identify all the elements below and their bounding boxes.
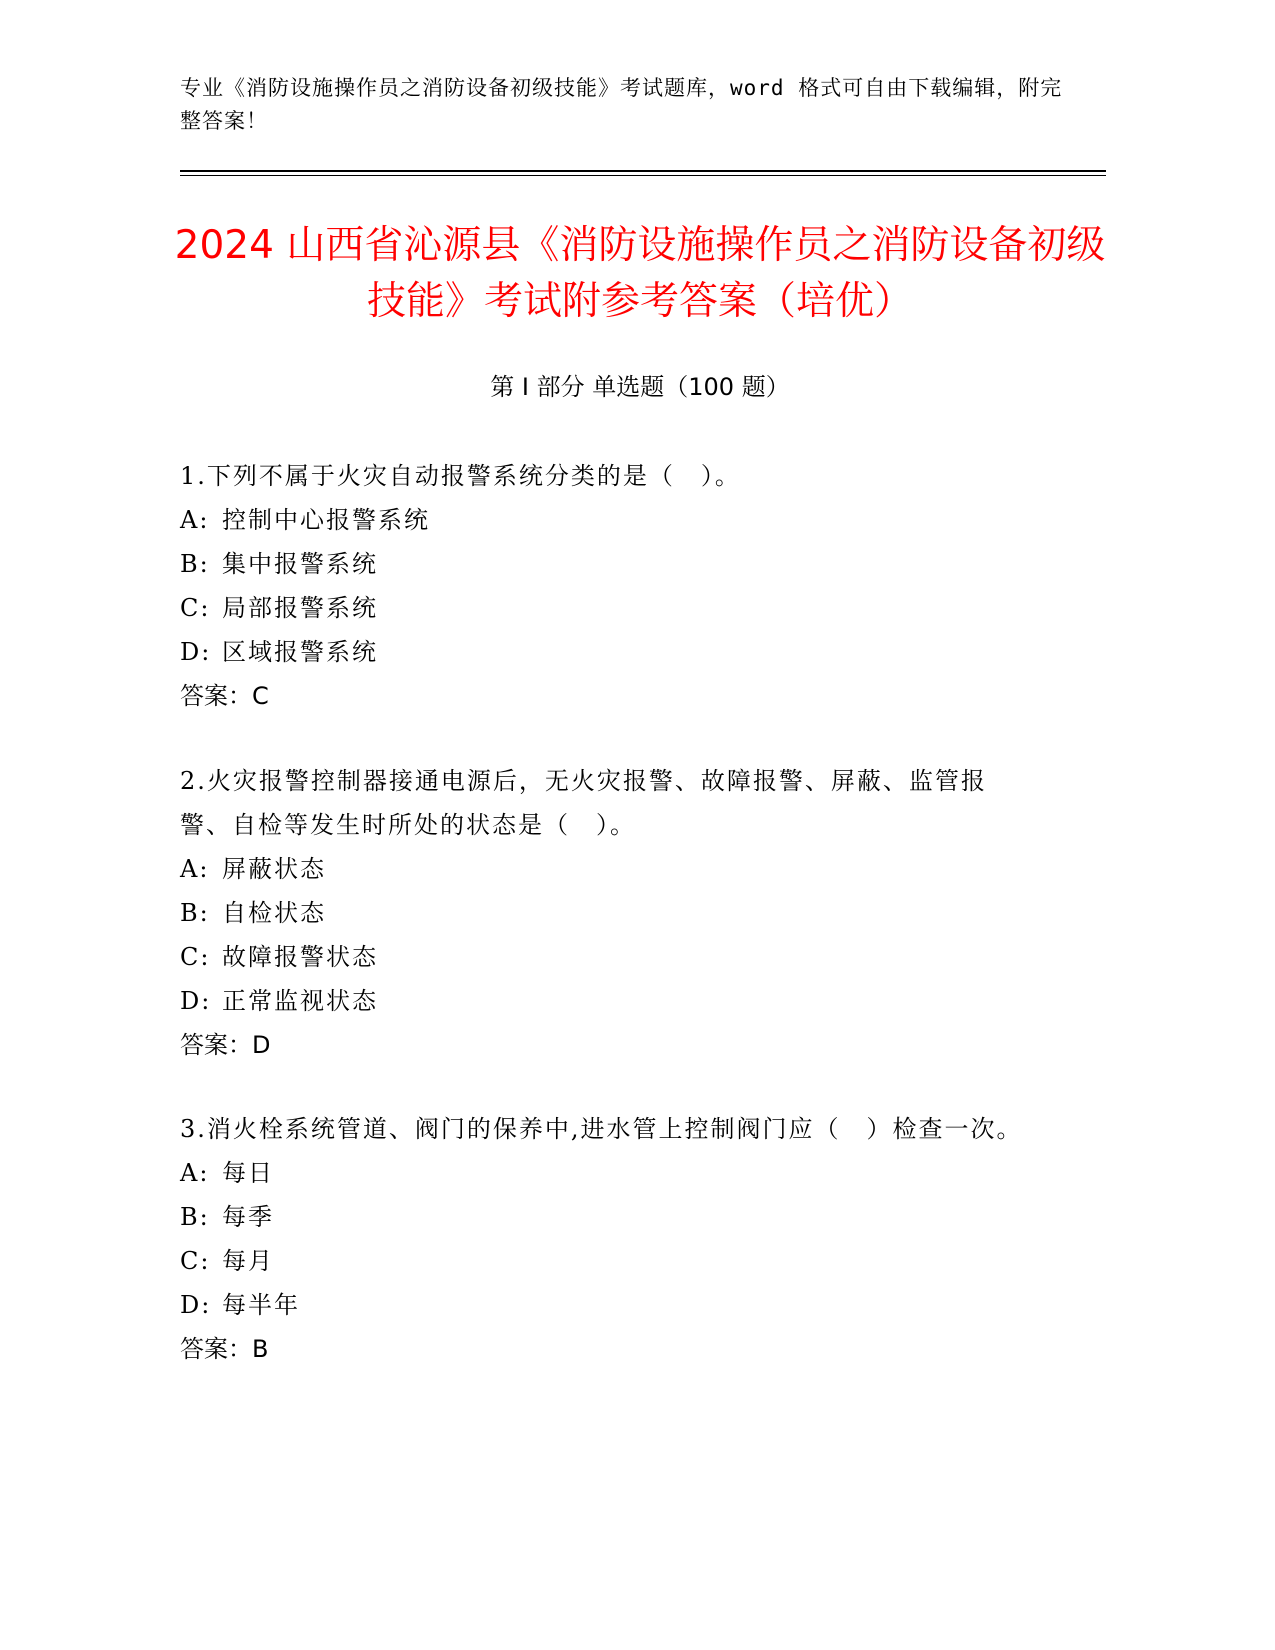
option-text: 区域报警系统 [222,638,378,666]
option-d [180,979,1030,1023]
option-letter: B: [180,550,210,578]
option-b [180,891,1030,935]
option-text: 局部报警系统 [222,594,378,622]
option-b [180,1195,1030,1239]
option-text: 控制中心报警系统 [222,506,430,534]
answer: 答案：D [180,1031,271,1059]
document-title: 2024 山西省沁源县《消防设施操作员之消防设备初级技能》考试附参考答案（培优） [174,223,1106,324]
option-text: 正常监视状态 [222,987,378,1015]
option-d [180,630,1030,674]
option-letter: D: [180,1291,212,1319]
question-1 [180,454,1030,718]
header-rule-thin [180,175,1106,176]
question-2 [180,759,1030,1067]
option-a [180,1151,1030,1195]
option-letter: C: [180,943,211,971]
question-3 [180,1107,1030,1371]
option-a [180,498,1030,542]
option-letter: A: [180,506,210,534]
option-letter: D: [180,987,212,1015]
option-b [180,542,1030,586]
option-c [180,586,1030,630]
option-letter: D: [180,638,212,666]
option-letter: B: [180,899,210,927]
option-text: 每半年 [222,1291,300,1319]
answer: 答案：C [180,682,269,710]
option-a [180,847,1030,891]
option-letter: C: [180,594,211,622]
option-c [180,935,1030,979]
option-text: 集中报警系统 [222,550,378,578]
question-stem: 3.消火栓系统管道、阀门的保养中,进水管上控制阀门应（ ）检查一次。 [180,1115,1023,1143]
option-letter: A: [180,855,210,883]
option-text: 每月 [222,1247,274,1275]
option-letter: C: [180,1247,211,1275]
option-text: 屏蔽状态 [222,855,326,883]
option-c [180,1239,1030,1283]
option-text: 故障报警状态 [222,943,378,971]
option-letter: A: [180,1159,210,1187]
answer: 答案：B [180,1335,269,1363]
option-d [180,1283,1030,1327]
option-text: 每日 [222,1159,274,1187]
question-stem: 1.下列不属于火灾自动报警系统分类的是（ ）。 [180,462,741,490]
header-note: 专业《消防设施操作员之消防设备初级技能》考试题库，word 格式可自由下载编辑，附完整答案！ [180,76,1063,133]
header-rule-thick [180,170,1106,172]
question-stem: 2.火灾报警控制器接通电源后，无火灾报警、故障报警、屏蔽、监管报警、自检等发生时所处的状态是（ ）。 [180,767,987,839]
option-letter: B: [180,1203,210,1231]
section-title: 第 I 部分 单选题（100 题） [490,373,790,401]
option-text: 每季 [222,1203,274,1231]
option-text: 自检状态 [222,899,326,927]
